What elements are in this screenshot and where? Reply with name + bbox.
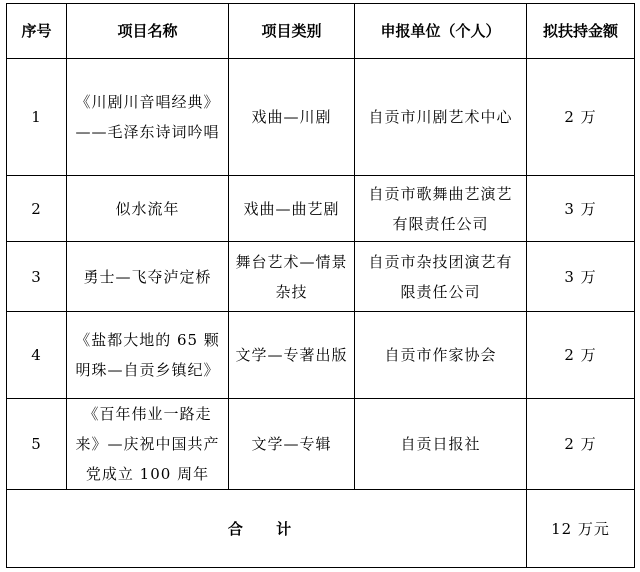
header-amount: 拟扶持金额 bbox=[527, 4, 635, 59]
row-project-category: 舞台艺术—情景杂技 bbox=[229, 242, 355, 312]
header-project-category: 项目类别 bbox=[229, 4, 355, 59]
row-project-category: 文学—专著出版 bbox=[229, 312, 355, 399]
row-amount: 2 万 bbox=[527, 312, 635, 399]
total-amount: 12 万元 bbox=[527, 490, 635, 568]
row-project-category: 戏曲—曲艺剧 bbox=[229, 176, 355, 242]
row-amount: 3 万 bbox=[527, 176, 635, 242]
header-row bbox=[7, 4, 635, 59]
row-project-category: 文学—专辑 bbox=[229, 399, 355, 490]
row-amount: 2 万 bbox=[527, 399, 635, 490]
row-project-name: 《百年伟业一路走来》—庆祝中国共产党成立 100 周年 bbox=[67, 399, 229, 490]
row-project-name: 《盐都大地的 65 颗明珠—自贡乡镇纪》 bbox=[67, 312, 229, 399]
grant-table bbox=[6, 3, 635, 568]
row-no: 4 bbox=[7, 312, 67, 399]
row-no: 3 bbox=[7, 242, 67, 312]
table-row bbox=[7, 242, 635, 312]
header-no: 序号 bbox=[7, 4, 67, 59]
row-project-category: 戏曲—川剧 bbox=[229, 59, 355, 176]
row-applicant: 自贡市杂技团演艺有限责任公司 bbox=[355, 242, 527, 312]
row-project-name: 似水流年 bbox=[67, 176, 229, 242]
total-row bbox=[7, 490, 635, 568]
table-row bbox=[7, 399, 635, 490]
header-applicant: 申报单位（个人） bbox=[355, 4, 527, 59]
row-applicant: 自贡市川剧艺术中心 bbox=[355, 59, 527, 176]
row-project-name: 《川剧川音唱经典》——毛泽东诗词吟唱 bbox=[67, 59, 229, 176]
row-applicant: 自贡市作家协会 bbox=[355, 312, 527, 399]
row-project-name: 勇士—飞夺泸定桥 bbox=[67, 242, 229, 312]
table-row bbox=[7, 176, 635, 242]
row-applicant: 自贡日报社 bbox=[355, 399, 527, 490]
row-no: 1 bbox=[7, 59, 67, 176]
header-project-name: 项目名称 bbox=[67, 4, 229, 59]
row-no: 2 bbox=[7, 176, 67, 242]
row-amount: 2 万 bbox=[527, 59, 635, 176]
row-applicant: 自贡市歌舞曲艺演艺有限责任公司 bbox=[355, 176, 527, 242]
row-amount: 3 万 bbox=[527, 242, 635, 312]
table-row bbox=[7, 312, 635, 399]
row-no: 5 bbox=[7, 399, 67, 490]
total-label: 合 计 bbox=[7, 490, 527, 568]
table-row bbox=[7, 59, 635, 176]
